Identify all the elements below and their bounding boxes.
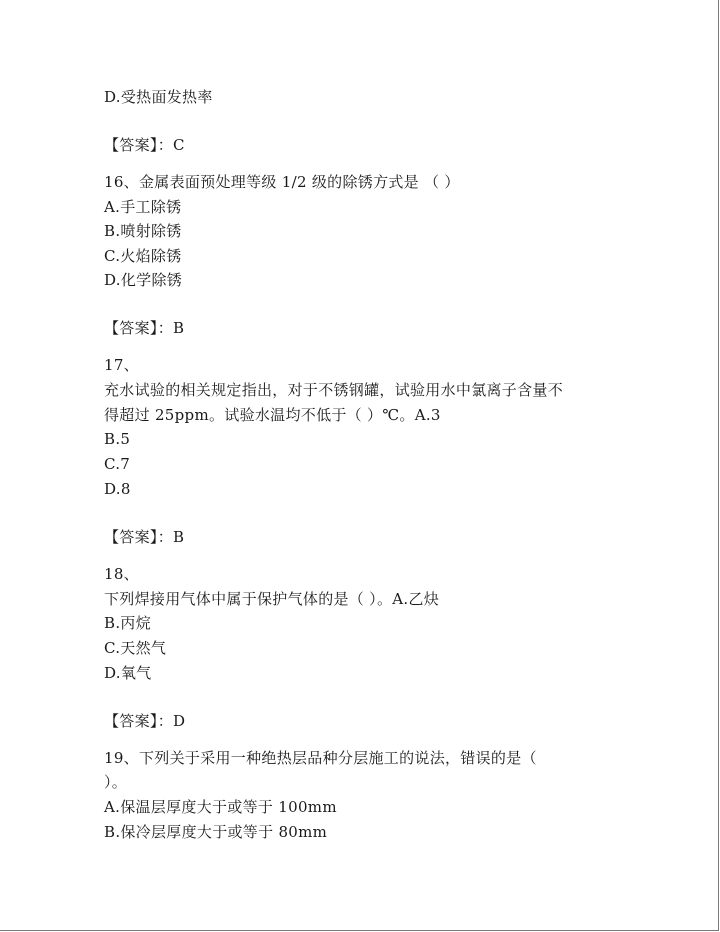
question-17-number: 17、 <box>104 356 139 374</box>
option-d-q16: D.化学除锈 <box>104 271 183 289</box>
option-b-q17: B.5 <box>104 430 131 448</box>
option-c-q17: C.7 <box>104 455 131 473</box>
option-a-q19: A.保温层厚度大于或等于 100mm <box>104 798 337 816</box>
option-c-q16: C.火焰除锈 <box>104 247 182 265</box>
question-17-text-line-2: 得超过 25ppm。试验水温均不低于（ ）℃。A.3 <box>104 406 441 424</box>
answer-q17: 【答案】：B <box>104 528 185 546</box>
option-d-q18: D.氧气 <box>104 664 152 682</box>
option-c-q18: C.天然气 <box>104 639 167 657</box>
question-19-text-line-1: 19、下列关于采用一种绝热层品种分层施工的说法，错误的是（ <box>104 749 537 767</box>
answer-q16: 【答案】：B <box>104 319 185 337</box>
option-b-q18: B.丙烷 <box>104 614 151 632</box>
question-16: 16、金属表面预处理等级 1/2 级的除锈方式是 （ ） <box>104 173 460 191</box>
option-a-q16: A.手工除锈 <box>104 198 182 216</box>
question-17-text-line-1: 充水试验的相关规定指出，对于不锈钢罐，试验用水中氯离子含量不 <box>104 381 564 399</box>
option-b-q19: B.保冷层厚度大于或等于 80mm <box>104 823 328 841</box>
option-d-q17: D.8 <box>104 480 131 498</box>
question-18-text: 下列焊接用气体中属于保护气体的是（ ）。A.乙炔 <box>104 590 440 608</box>
answer-q18: 【答案】：D <box>104 712 186 730</box>
option-b-q16: B.喷射除锈 <box>104 222 182 240</box>
question-19-text-line-2: ）。 <box>104 773 128 791</box>
option-d-q15: D.受热面发热率 <box>104 88 213 106</box>
answer-q15: 【答案】：C <box>104 136 185 154</box>
question-18-number: 18、 <box>104 565 139 583</box>
